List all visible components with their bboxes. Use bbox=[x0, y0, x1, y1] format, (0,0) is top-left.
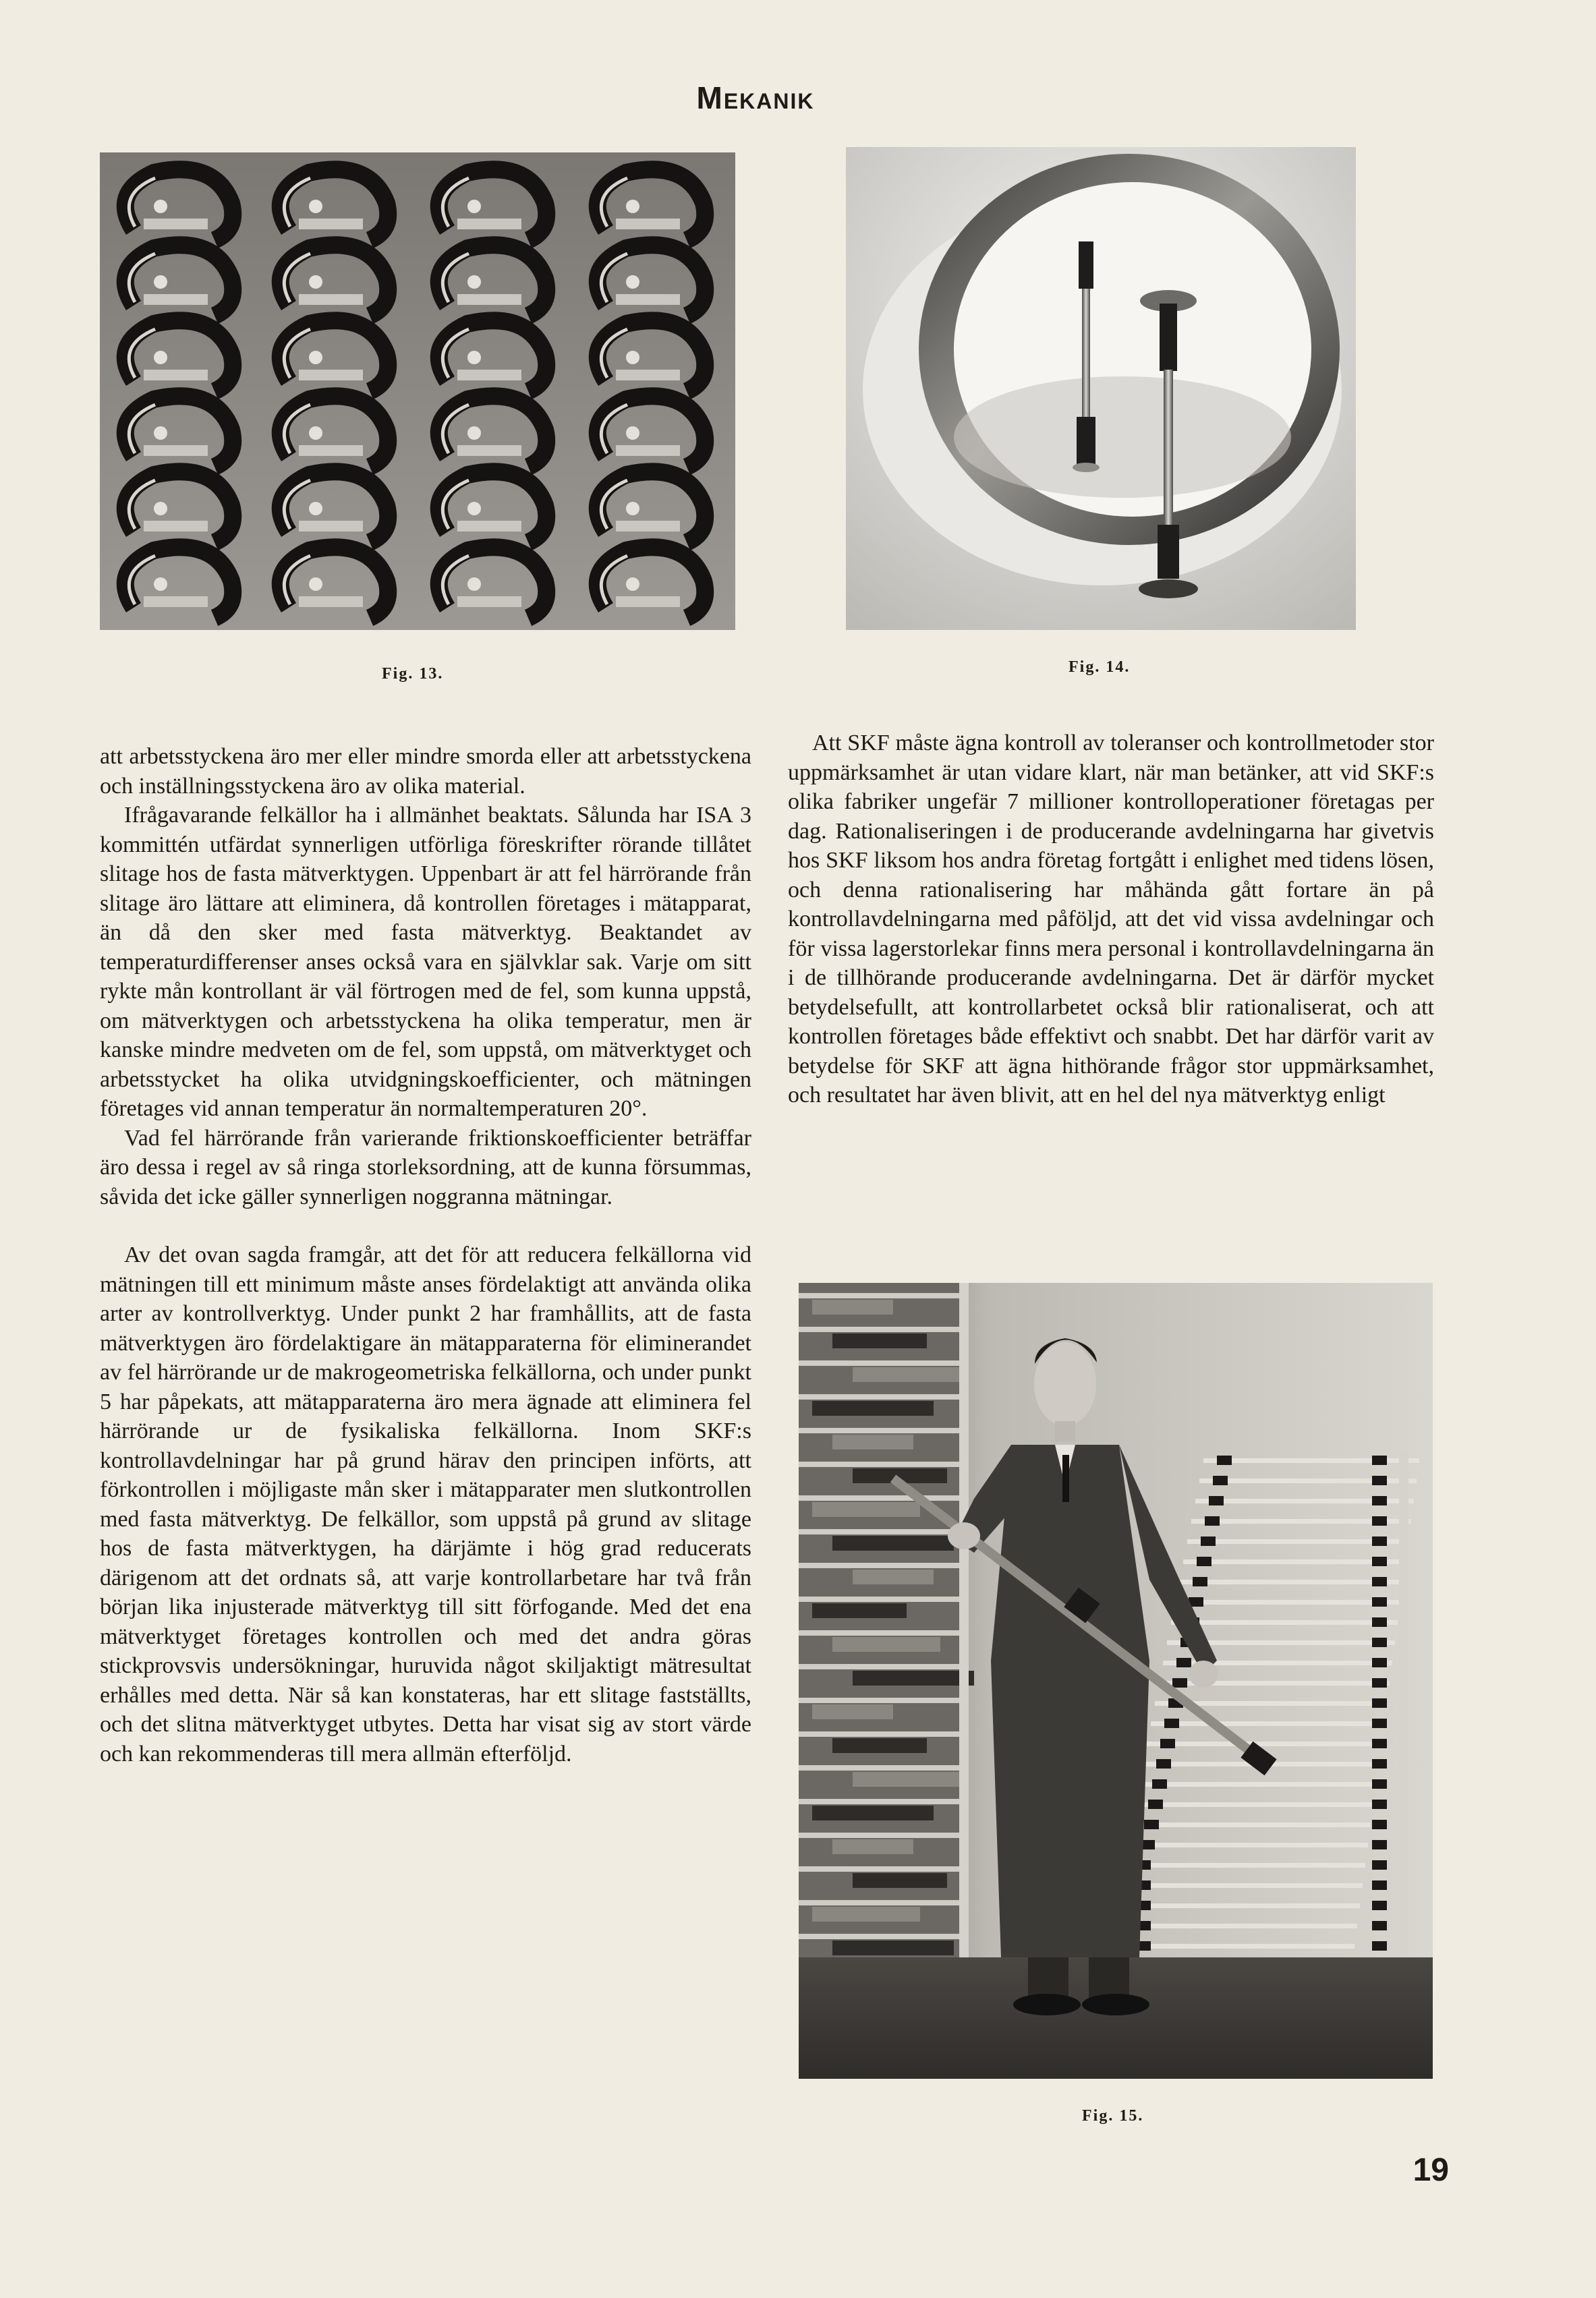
figure-13-caption: Fig. 13. bbox=[382, 665, 444, 683]
paragraph: Vad fel härrörande från varierande friktionskoefficienter beträffar äro dessa i regel av så ringa storleksordning, att de kunna försummas, såvida det icke gäller synnerligen noggranna mätningar. bbox=[100, 1125, 751, 1209]
paragraph: Av det ovan sagda framgår, att det för att reducera felkällorna vid mätningen till ett minimum måste anses fördelaktigt att använda olika arter av kontrollverktyg. Under punkt 2 har framhållits, att de fasta mätverktygen äro fördelaktigare än mätapparaterna för eliminerandet av fel härrörande ur de makrogeometriska felkällorna, och under punkt 5 har påpekats, att mätapparaterna äro mera ägnade att eliminera fel härrörande ur de fysikaliska felkällorna. Inom SKF:s kontrollavdelningar har på grund härav den principen införts, att förkontrollen i möjligaste mån sker i mätapparater men slutkontrollen med fasta mätverktyg. De felkällor, som uppstå på grund av slitage hos de fasta mätverktygen, ha därjämte i hög grad reducerats därigenom att det ordnats så, att varje kontrollarbetare har två från början lika injusterade mätverktyg till sitt förfogande. Med det ena mätverktyget företages kontrollen och med det andra göras stickprovsvis undersökningar, huruvida något skiljaktigt mätresultat erhålles med detta. När så kan konstateras, har ett slitage fastställts, och det slitna mätverktyget utbytes. Detta har visat sig av stort värde och kan rekommenderas till mera allmän efterföljd. bbox=[100, 1242, 751, 1766]
figure-14-caption: Fig. 14. bbox=[1068, 658, 1131, 676]
figure-15-caption: Fig. 15. bbox=[1082, 2107, 1144, 2125]
figure-14-photo bbox=[846, 147, 1356, 630]
page-number: 19 bbox=[1413, 2152, 1449, 2188]
right-text-column bbox=[788, 728, 1434, 1110]
figure-13-photo bbox=[100, 152, 735, 630]
figure-15-photo bbox=[799, 1283, 1433, 2079]
page-header: Mekanik bbox=[696, 80, 815, 115]
paragraph: att arbetsstyckena äro mer eller mindre smorda eller att arbetsstyckena och inställningsstyckena äro av olika material. bbox=[100, 744, 751, 799]
left-text-column bbox=[100, 742, 751, 1769]
paragraph: Ifrågavarande felkällor ha i allmänhet beaktats. Sålunda har ISA 3 kommittén utfärdat synnerligen utförliga föreskrifter rörande tillåtet slitage hos de fasta mätverktygen. Uppenbart är att fel härrörande från slitage äro lättare att eliminera, då kontrollen företages i mätapparat, än då den sker med fasta mätverktyg. Beaktandet av temperaturdifferenser anses också vara en självklar sak. Varje om sitt rykte mån kontrollant är väl förtrogen med de fel, som kunna uppstå, om mätverktygen och arbetsstyckena ha olika temperatur, men är kanske mindre medveten om de fel, som uppstå, om mätverktyget och arbetsstycket ha olika utvidgningskoefficienter, och mätningen företages vid annan temperatur än normaltemperaturen 20°. bbox=[100, 803, 751, 1121]
paragraph: Att SKF måste ägna kontroll av toleranser och kontrollmetoder stor uppmärksamhet är utan vidare klart, när man betänker, att vid SKF:s olika fabriker ungefär 7 millioner kontrolloperationer företagas per dag. Rationaliseringen i de producerande avdelningarna har givetvis hos SKF liksom hos andra företag fortgått i enlighet med tidens lösen, och denna rationalisering har måhända gått fortare än på kontrollavdelningarna med påföljd, att det vid vissa avdelningar och för vissa lagerstorlekar finns mera personal i kontrollavdelningarna än i de tillhörande producerande avdelningarna. Det är därför mycket betydelsefullt, att kontrollarbetet också blir rationaliserat, och att kontrollen företages både effektivt och snabbt. Det har därför varit av betydelse för SKF att ägna hithörande frågor stor uppmärksamhet, och resultatet har även blivit, att en hel del nya mätverktyg enligt bbox=[788, 730, 1434, 1108]
